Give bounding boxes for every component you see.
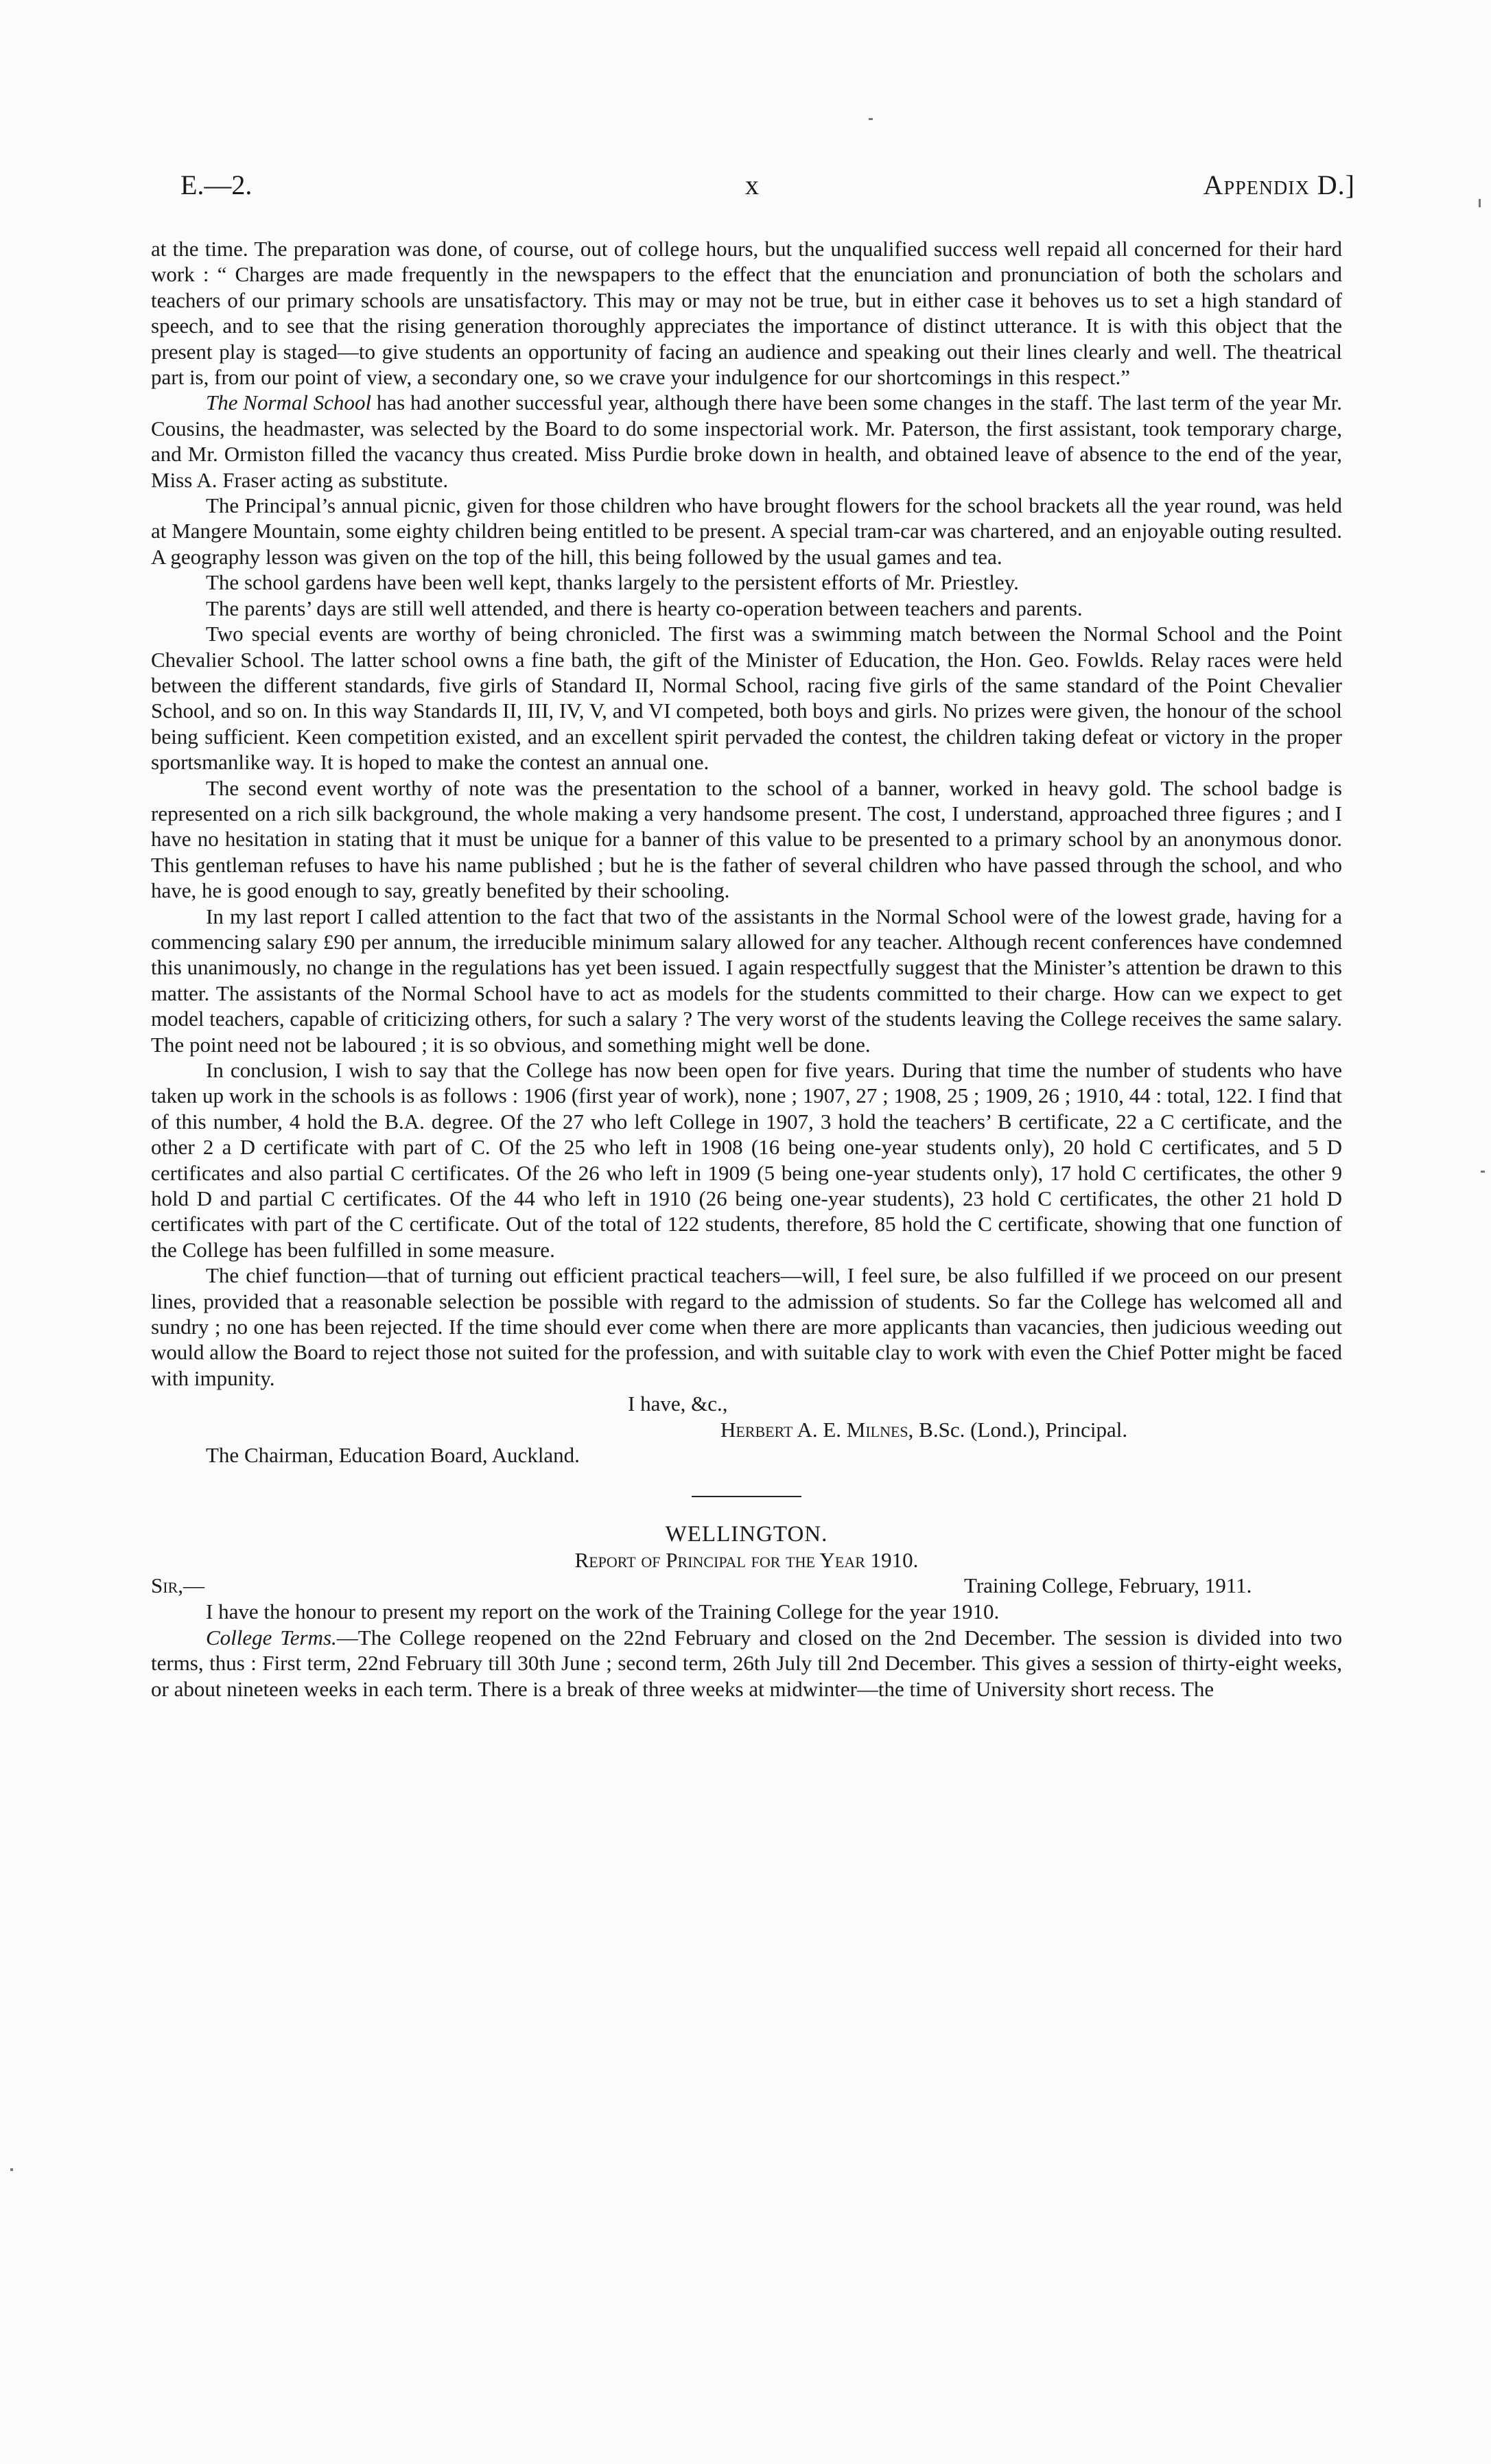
signature-line [151,1417,1342,1442]
section-subtitle: Report of Principal for the Year 1910. [574,1547,919,1572]
signature-name: Herbert A. E. Milnes [720,1417,908,1442]
paragraph: I have the honour to present my report on the work of the Training College for the year 1910. [206,1599,1000,1624]
report-body [151,236,1342,1702]
paragraph: The school gardens have been well kept, thanks largely to the persistent efforts of Mr. Priestley. [206,570,1019,595]
page-number: x [745,169,759,200]
paragraph: In my last report I called attention to the fact that two of the assistants in the Normal School were of the lowest grade, having for a commencing salary £90 per annum, the irreducible minimum salary allowed for any teacher. Although recent conferences have condemned this unanimously, no change in the regulations has yet been issued. I again respectfully suggest that the Minister’s attention be drawn to this matter. The assistants of the Normal School have to act as models for the students committed to their charge. How can we expect to get model teachers, capable of criticizing others, for such a salary ? The very worst of the students leaving the College receives the same salary. The point need not be laboured ; it is so obvious, and something might well be done. [151,904,1342,1057]
header-reference: E.—2. [180,169,253,200]
paragraph: Two special events are worthy of being chronicled. The first was a swimming match between the Normal School and the Point Chevalier School. The latter school owns a fine bath, the gift of the Minister of Education, the Hon. Geo. Fowlds. Relay races were held between the different standards, five girls of Standard II, Normal School, racing five girls of the same standard of the Point Chevalier School, and so on. In this way Standards II, III, IV, V, and VI competed, both boys and girls. No prizes were given, the honour of the school being sufficient. Keen competition existed, and an excellent spirit pervaded the contest, the children taking defeat or victory in the proper sportsmanlike way. It is hoped to make the contest an annual one. [151,622,1342,775]
salutation: Sir,— [151,1573,204,1598]
dateline: Training College, February, 1911. [964,1573,1252,1598]
paragraph-text: has had another successful year, although there have been some changes in the staff. The last term of the year Mr. Cousins, the headmaster, was selected by the Board to do some inspectorial work. Mr. Paterson, the first assistant, took temporary charge, and Mr. Ormiston filled the vacancy thus created. Miss Purdie broke down in health, and obtained leave of absence to the end of the year, Miss A. Fraser acting as substitute. [151,390,1342,492]
paragraph-text: —The College reopened on the 22nd February and closed on the 2nd December. The session is divided into two terms, thus : First term, 22nd February till 30th June ; second term, 26th July till 2nd December. This gives a session of thirty-eight weeks, or about nineteen weeks in each term. There is a break of three weeks at midwinter—the time of University short recess. The [151,1625,1342,1701]
paragraph: The chief function—that of turning out efficient practical teachers—will, I feel sure, be also fulfilled if we proceed on our present lines, provided that a reasonable selection be possible with regard to the admission of students. So far the College has welcomed all and sundry ; no one has been rejected. If the time should ever come when there are more applicants than vacancies, then judicious weeding out would allow the Board to reject those not suited for the profession, and with suitable clay to work with even the Chief Potter might be faced with impunity. [151,1263,1342,1390]
paragraph: at the time. The preparation was done, of course, out of college hours, but the unqualified success well repaid all concerned for their hard work : “ Charges are made frequently in the newspapers to the effect that the enunciation and pronunciation of both the scholars and teachers of our primary schools are unsatisfactory. This may or may not be true, but in either case it behoves us to set a high standard of speech, and to see that the rising generation thoroughly appreciates the importance of distinct utterance. It is with this object that the present play is staged—to give students an opportunity of facing an audience and speaking out their lines clearly and well. The theatrical part is, from our point of view, a secondary one, so we crave your indulgence for our shortcomings in this respect.” [151,237,1342,390]
paragraph-lead: College Terms. [206,1625,337,1650]
addressee: The Chairman, Education Board, Auckland. [206,1443,580,1468]
salutation-line [151,1573,1342,1599]
paragraph: The Principal’s annual picnic, given for those children who have brought flowers for the school brackets all the year round, was held at Mangere Mountain, some eighty children being entitled to be present. A special tram-car was chartered, and an enjoyable outing resulted. A geography lesson was given on the top of the hill, this being followed by the usual games and tea. [151,493,1342,569]
signature-closing: I have, &c., [628,1392,728,1416]
paragraph [151,1625,1342,1702]
paragraph-lead: The Normal School [206,390,372,415]
page-header [180,169,1355,210]
paragraph [151,390,1342,493]
paragraph: The parents’ days are still well attended, and there is hearty co-operation between teachers and parents. [206,596,1083,620]
section-title: WELLINGTON. [665,1521,828,1547]
signature-credentials: , B.Sc. (Lond.), Principal. [908,1417,1128,1442]
paragraph: In conclusion, I wish to say that the College has now been open for five years. During that time the number of students who have taken up work in the schools is as follows : 1906 (first year of work), none ; 1907, 27 ; 1908, 25 ; 1909, 26 ; 1910, 44 : total, 122. I find that of this number, 4 hold the B.A. degree. Of the 27 who left College in 1907, 3 hold the teachers’ B certificate, 22 a C certificate, and the other 2 a D certificate with part of C. Of the 25 who left in 1908 (16 being one-year students only), 20 hold C certificates, and 5 D certificates and also partial C certificates. Of the 26 who left in 1909 (5 being one-year students only), 17 hold C certificates, the other 9 hold D and partial C certificates. Of the 44 who left in 1910 (26 being one-year students), 23 hold C certificates, the other 21 hold D certificates with part of the C certificate. Out of the total of 122 students, therefore, 85 hold the C certificate, showing that one function of the College has been fulfilled in some measure. [151,1058,1342,1262]
scan-mark [10,2168,13,2171]
section-divider [692,1496,801,1497]
scan-mark [1479,199,1481,207]
header-appendix: Appendix D.] [1203,169,1355,200]
paragraph: The second event worthy of note was the presentation to the school of a banner, worked in heavy gold. The school badge is represented on a rich silk background, the whole making a very handsome present. The cost, I understand, approached three figures ; and I have no hesitation in stating that it must be unique for a banner of this value to be presented to a primary school by an anonymous donor. This gentleman refuses to have his name published ; but he is the father of several children who have passed through the school, and who have, he is good enough to say, greatly benefited by their schooling. [151,775,1342,903]
scan-mark [869,118,873,120]
scan-mark [1481,1171,1485,1173]
